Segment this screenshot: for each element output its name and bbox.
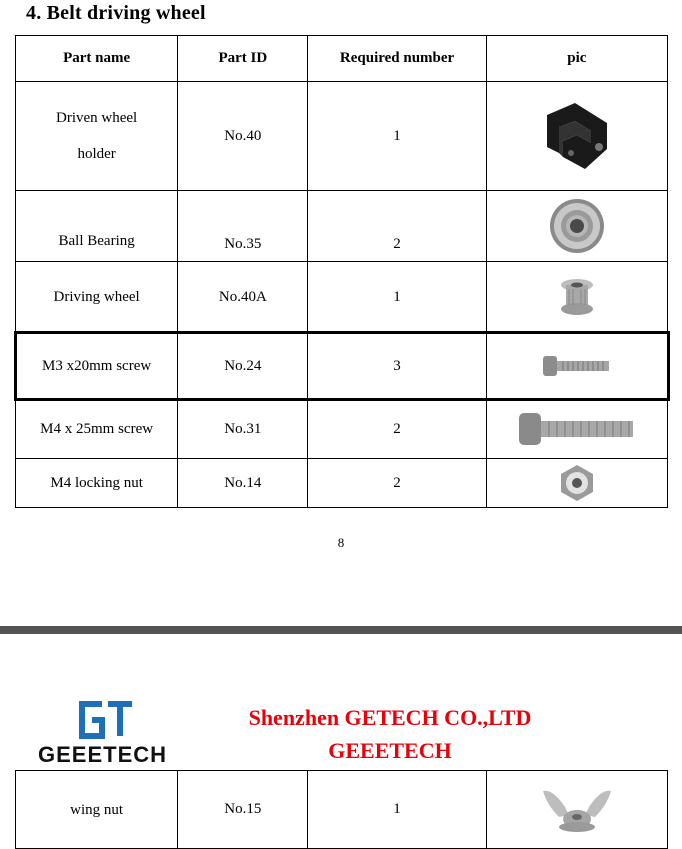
required-number-cell: 1 <box>308 262 486 333</box>
company-name: Shenzhen GETECH CO.,LTD <box>248 705 532 730</box>
part-name-cell: M3 x20mm screw <box>16 333 178 400</box>
part-name-line2: holder <box>77 146 116 162</box>
table-row <box>16 262 668 333</box>
page-number: 8 <box>337 535 345 550</box>
pulley-icon <box>557 277 597 317</box>
pic-cell <box>486 459 667 508</box>
pic-cell <box>486 191 667 262</box>
bearing-icon <box>548 197 606 255</box>
page-divider <box>0 626 682 634</box>
pic-cell <box>486 333 667 400</box>
screw-icon <box>541 352 613 380</box>
part-id-cell: No.35 <box>178 191 308 262</box>
pic-cell <box>486 771 667 849</box>
part-name-cell: Driving wheel <box>16 262 178 333</box>
locking-nut-icon <box>557 463 597 503</box>
header-required-number: Required number <box>308 36 486 82</box>
part-name-cell: M4 x 25mm screw <box>16 400 178 459</box>
part-name-cell: M4 locking nut <box>16 459 178 508</box>
required-number-cell: 2 <box>308 459 486 508</box>
header-part-name: Part name <box>16 36 178 82</box>
long-screw-icon <box>517 409 637 449</box>
parts-table <box>15 35 668 508</box>
part-id-cell: No.40A <box>178 262 308 333</box>
header-pic: pic <box>486 36 667 82</box>
part-name-cell <box>16 82 178 191</box>
pic-cell <box>486 262 667 333</box>
pic-cell <box>486 82 667 191</box>
part-id-cell: No.15 <box>178 771 308 849</box>
part-id-cell: No.40 <box>178 82 308 191</box>
parts-table-continued <box>15 770 668 849</box>
part-id-cell: No.31 <box>178 400 308 459</box>
required-number-cell: 2 <box>308 191 486 262</box>
table-header-row <box>16 36 668 82</box>
required-number-cell: 1 <box>308 82 486 191</box>
company-brand: GEEETECH <box>328 738 452 763</box>
required-number-cell: 3 <box>308 333 486 400</box>
table-row <box>16 191 668 262</box>
part-name-cell: Ball Bearing <box>16 191 178 262</box>
table-row <box>16 771 668 849</box>
section-title: 4. Belt driving wheel <box>26 2 206 24</box>
part-name-cell: wing nut <box>16 771 178 849</box>
table-row <box>16 82 668 191</box>
part-id-cell: No.14 <box>178 459 308 508</box>
part-id-cell: No.24 <box>178 333 308 400</box>
table-row <box>16 400 668 459</box>
required-number-cell: 2 <box>308 400 486 459</box>
table-row <box>16 459 668 508</box>
table-row <box>16 333 668 400</box>
logo-gt-icon <box>76 700 136 740</box>
wing-nut-icon <box>539 785 615 835</box>
header-part-id: Part ID <box>178 36 308 82</box>
geeetech-logo <box>38 700 173 770</box>
logo-text: GEEETECH <box>38 742 168 767</box>
pic-cell <box>486 400 667 459</box>
bracket-icon <box>537 97 617 175</box>
part-name-line1: Driven wheel <box>56 110 138 126</box>
required-number-cell: 1 <box>308 771 486 849</box>
